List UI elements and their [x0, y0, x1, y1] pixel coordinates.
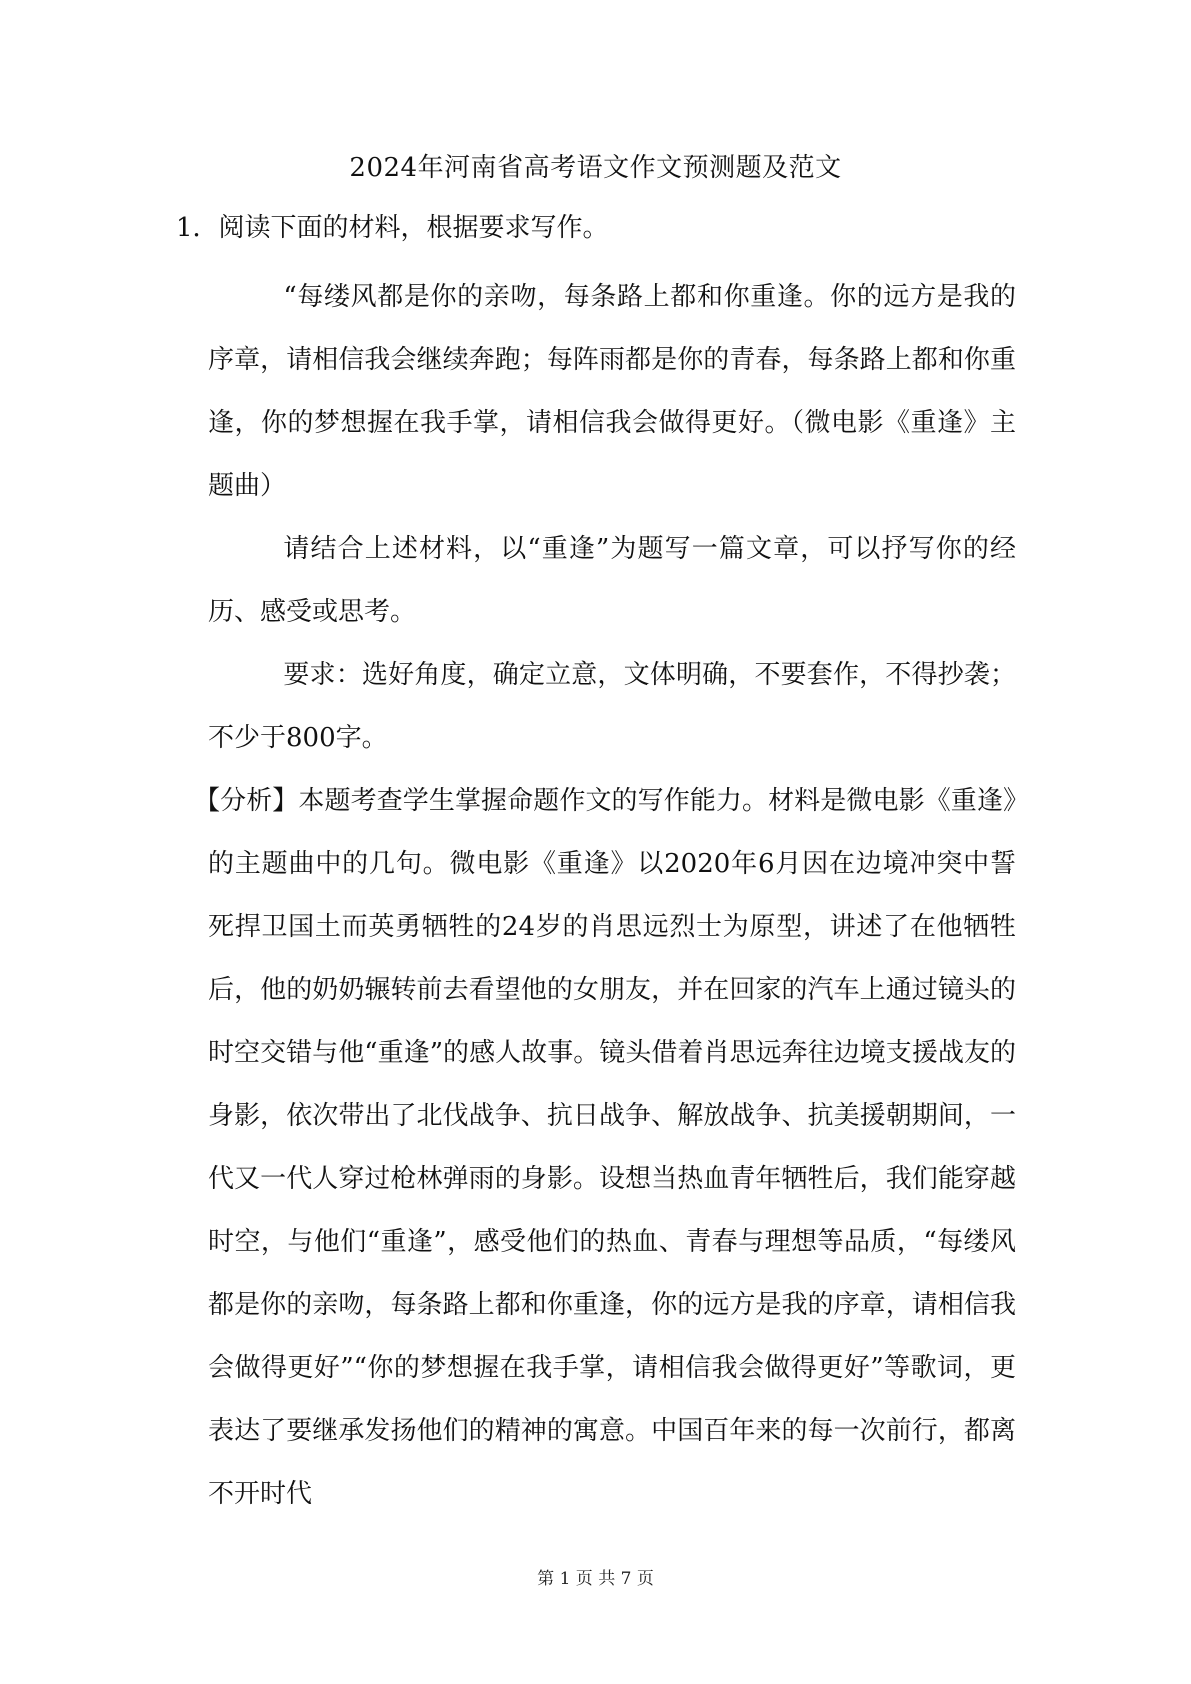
document-title: 2024年河南省高考语文作文预测题及范文 [349, 153, 842, 183]
material-paragraph: “每缕风都是你的亲吻，每条路上都和你重逢。你的远方是我的序章，请相信我会继续奔跑；每阵雨都是你的青春，每条路上都和你重逢，你的梦想握在我手掌，请相信我会做得更好。（微电影《重逢》主题曲） [208, 282, 1016, 501]
question-heading: 1．阅读下面的材料，根据要求写作。 [176, 213, 609, 243]
task-paragraph: 请结合上述材料，以“重逢”为题写一篇文章，可以抒写你的经历、感受或思考。 [208, 534, 1016, 627]
requirements-paragraph: 要求：选好角度，确定立意，文体明确，不要套作，不得抄袭；不少于800字。 [208, 660, 1016, 753]
analysis-paragraph: 【分析】本题考查学生掌握命题作文的写作能力。材料是微电影《重逢》的主题曲中的几句。微电影《重逢》以2020年6月因在边境冲突中誓死捍卫国土而英勇牺牲的24岁的肖思远烈士为原型，讲述了在他牺牲后，他的奶奶辗转前去看望他的女朋友，并在回家的汽车上通过镜头的时空交错与他“重逢”的感人故事。镜头借着肖思远奔往边境支援战友的身影，依次带出了北伐战争、抗日战争、解放战争、抗美援朝期间，一代又一代人穿过枪林弹雨的身影。设想当热血青年牺牲后，我们能穿越时空，与他们“重逢”，感受他们的热血、青春与理想等品质，“每缕风都是你的亲吻，每条路上都和你重逢，你的远方是我的序章，请相信我会做得更好”“你的梦想握在我手掌，请相信我会做得更好”等歌词，更表达了要继承发扬他们的精神的寓意。中国百年来的每一次前行，都离不开时代 [194, 786, 1016, 1509]
page-number-footer: 第 1 页 共 7 页 [537, 1569, 654, 1589]
